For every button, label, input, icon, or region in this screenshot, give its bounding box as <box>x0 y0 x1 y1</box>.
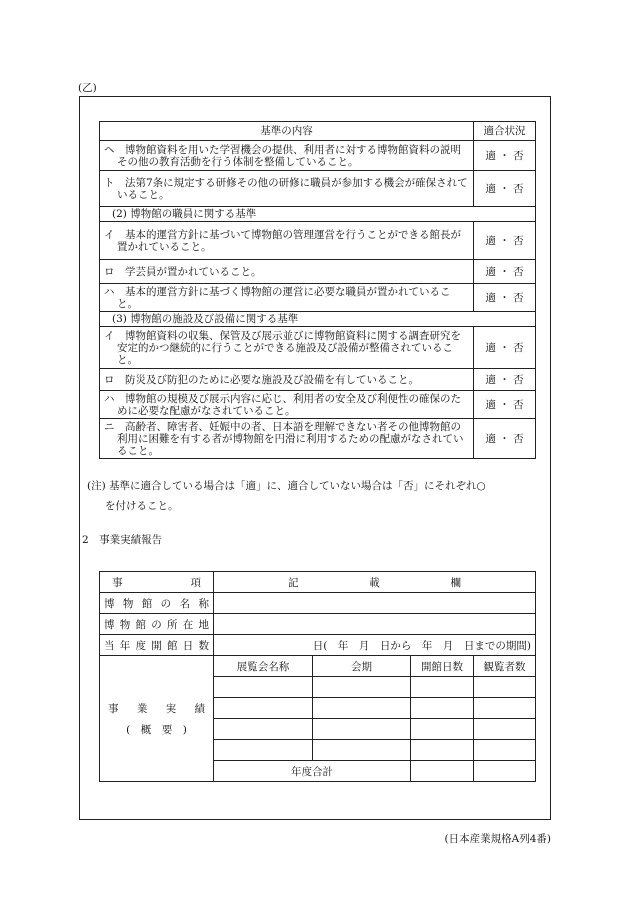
criteria-table <box>99 121 536 459</box>
status-cell: 適 ・ 否 <box>474 222 536 260</box>
criterion-3-i: イ 博物館資料の収集、保管及び展示並びに博物館資料に関する調査研究を安定的かつ継続的に行うことができる施設及び設備が整備されていること。 <box>100 327 474 369</box>
header-entry: 記 載 欄 <box>214 572 536 593</box>
col-header-status: 適合状況 <box>474 122 536 141</box>
criterion-1-to: ト 法第7条に規定する研修その他の研修に職員が参加する機会が確保されていること。 <box>100 171 474 207</box>
col-open-days: 開館日数 <box>411 656 474 677</box>
annual-total-visitors[interactable] <box>474 761 536 782</box>
status-cell: 適 ・ 否 <box>474 141 536 171</box>
criterion-3-ro: ロ 防災及び防犯のために必要な施設及び設備を有していること。 <box>100 369 474 391</box>
status-cell: 適 ・ 否 <box>474 369 536 391</box>
header-item: 事 項 <box>100 572 214 593</box>
col-period: 会期 <box>313 656 411 677</box>
status-cell: 適 ・ 否 <box>474 260 536 284</box>
col-header-content: 基準の内容 <box>100 122 474 141</box>
criterion-2-ro: ロ 学芸員が置かれていること。 <box>100 260 474 284</box>
note <box>87 476 557 516</box>
museum-name-label: 博 物 館 の 名 称 <box>100 593 214 614</box>
museum-location-label: 博 物 館 の 所 在 地 <box>100 614 214 635</box>
results-label: 事 業 実 績 ( 概 要 ) <box>100 656 214 782</box>
status-cell: 適 ・ 否 <box>474 284 536 312</box>
criterion-3-ni: ニ 高齢者、障害者、妊娠中の者、日本語を理解できない者その他博物館の利用に困難を有する者が博物館を円滑に利用するための配慮がなされていること。 <box>100 419 474 459</box>
criterion-2-ha: ハ 基本的運営方針に基づく博物館の運営に必要な職員が置かれていること。 <box>100 284 474 312</box>
criterion-3-ha: ハ 博物館の規模及び展示内容に応じ、利用者の安全及び利便性の確保のために必要な配慮がなされていること。 <box>100 391 474 419</box>
status-cell: 適 ・ 否 <box>474 171 536 207</box>
status-cell: 適 ・ 否 <box>474 391 536 419</box>
col-visitors: 観覧者数 <box>474 656 536 677</box>
open-days-value[interactable]: 日( 年 月 日から 年 月 日までの期間) <box>214 635 536 656</box>
report-table <box>99 571 536 782</box>
paper-size-note: (日本産業規格A列4番) <box>444 833 551 845</box>
museum-name-value[interactable] <box>214 593 536 614</box>
col-exhibition-name: 展覧会名称 <box>214 656 313 677</box>
note-line-1: (注) 基準に適合している場合は「適」に、適合していない場合は「否」にそれぞれ○ <box>87 480 486 492</box>
annual-total-label: 年度合計 <box>214 761 411 782</box>
status-cell: 適 ・ 否 <box>474 327 536 369</box>
museum-location-value[interactable] <box>214 614 536 635</box>
criterion-2-i: イ 基本的運営方針に基づいて博物館の管理運営を行うことができる館長が置かれていること。 <box>100 222 474 260</box>
form-type-label: (乙) <box>78 82 97 94</box>
open-days-label: 当 年 度 開 館 日 数 <box>100 635 214 656</box>
status-cell: 適 ・ 否 <box>474 419 536 459</box>
section-3-title: (3) 博物館の施設及び設備に関する基準 <box>100 312 536 327</box>
section-2-title: (2) 博物館の職員に関する基準 <box>100 207 536 222</box>
note-line-2: を付けること。 <box>105 500 179 512</box>
section-heading-results: 2 事業実績報告 <box>82 534 163 546</box>
criterion-1-he: ヘ 博物館資料を用いた学習機会の提供、利用者に対する博物館資料の説明その他の教育活動を行う体制を整備していること。 <box>100 141 474 171</box>
annual-total-days[interactable] <box>411 761 474 782</box>
